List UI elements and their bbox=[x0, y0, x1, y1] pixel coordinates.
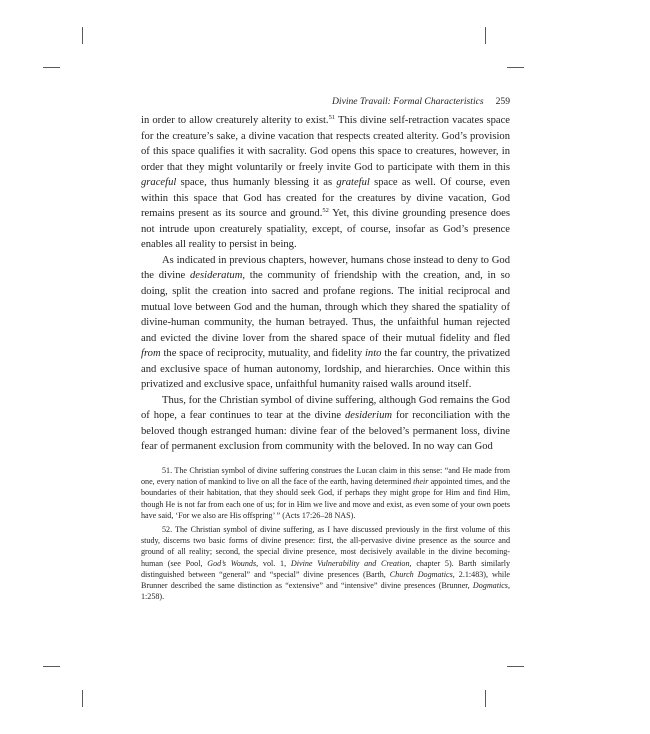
text-run: space, thus humanly blessing it as bbox=[176, 177, 337, 189]
crop-mark-top-left-vertical bbox=[82, 27, 83, 44]
crop-mark-bottom-left-vertical bbox=[82, 690, 83, 707]
crop-mark-bottom-right-vertical bbox=[485, 690, 486, 707]
text-run: Thus, for the Christian symbol of divine suffering, although God remains the God of hope, a fear continues to tear at the divine bbox=[141, 394, 510, 422]
body-text bbox=[141, 113, 510, 455]
footnote-2 bbox=[141, 524, 510, 602]
italic-text: desideratum bbox=[190, 270, 243, 282]
running-title: Divine Travail: Formal Characteristics bbox=[331, 96, 484, 107]
text-run: 52. The Christian symbol of divine suffering, as I have discussed previously in the first volume of this study, discerns two basic forms of divine presence: first, the all-pervasive divine presence as the source and ground of all reality; second, the special divine presence, most decisively available in the divine becoming-human (see Pool, bbox=[141, 525, 510, 568]
text-run: the far country, the privatized and exclusive space of human autonomy, lordship, and hierarchies. Once within this privatized and exclusive space, unfaithful humanity raised walls around itself. bbox=[141, 348, 511, 391]
text-run: the space of reciprocity, mutuality, and fidelity bbox=[160, 348, 365, 360]
italic-text: desiderium bbox=[344, 410, 393, 422]
text-run: , 2.1:483), while Brunner described the same distinction as “extensive” and “intensive” divine presences (Brunner, bbox=[141, 569, 510, 591]
body-paragraph-1 bbox=[141, 113, 510, 253]
crop-mark-top-right-vertical bbox=[485, 27, 486, 44]
page-number: 259 bbox=[495, 96, 510, 107]
footnote-1 bbox=[141, 465, 510, 521]
text-run: As indicated in previous chapters, however, humans chose instead to deny to God the divine bbox=[141, 254, 510, 282]
italic-text: into bbox=[364, 348, 382, 360]
italic-text: God’s Wounds bbox=[207, 558, 257, 568]
text-run: Yet, this divine grounding presence does not intrude upon creaturely spatiality, except, of course, insofar as God’s presence enables all reality to persist in being. bbox=[141, 208, 510, 251]
italic-text: their bbox=[413, 477, 429, 487]
text-run: appointed times, and the boundaries of their habitation, that they should seek God, if perhaps they might grope for Him and find Him, though He is not far from each one of us; for in Him we live and move and exist, as even some of your own poets have said, ‘For we also are His offspring’ ” (Acts 17:26–28 NAS). bbox=[141, 477, 510, 520]
text-run: , 1:258). bbox=[141, 581, 510, 602]
footnote-ref: 51 bbox=[328, 114, 336, 121]
text-run: , the community of friendship with the creation, and, in so doing, split the creation into sacred and profane regions. The initial reciprocal and mutual love between God and the human, through which they shared the spatiality of divine-human community, the human betrayed. Thus, the unfaithful human rejected and evicted the divine lover from the shared space of their mutual fidelity and fled bbox=[141, 270, 510, 344]
italic-text: Divine Vulnerability and Creation bbox=[290, 558, 410, 568]
footnote-ref: 52 bbox=[322, 207, 329, 215]
body-paragraph-2 bbox=[141, 253, 510, 393]
crop-mark-top-right-horizontal bbox=[507, 67, 524, 68]
text-run: 51. The Christian symbol of divine suffering construes the Lucan claim in this sense: “and He made from one, every nation of mankind to live on all the face of the earth, having determined bbox=[141, 466, 510, 487]
text-run: in order to allow creaturely alterity to exist. bbox=[141, 115, 329, 126]
crop-mark-top-left-horizontal bbox=[43, 67, 60, 68]
italic-text: Dogmatics bbox=[472, 581, 508, 591]
crop-mark-bottom-right-horizontal bbox=[507, 666, 524, 667]
crop-mark-bottom-left-horizontal bbox=[43, 666, 60, 667]
text-run: , vol. 1, bbox=[256, 558, 291, 568]
italic-text: graceful bbox=[141, 177, 177, 189]
running-header bbox=[141, 96, 510, 108]
text-run: space as well. Of course, even within this space that God has created for the creatures by divine vacation, God remains present as its source and ground. bbox=[141, 177, 510, 220]
italic-text: from bbox=[141, 348, 161, 360]
italic-text: Church Dogmatics bbox=[389, 569, 453, 579]
text-run: , chapter 5). Barth similarly distinguished between “general” and “special” divine presences (Barth, bbox=[141, 558, 510, 579]
text-run: for reconciliation with the beloved though estranged human: divine fear of the beloved’s permanent loss, divine fear of permanent exclusion from community with the beloved. In no way can God bbox=[141, 410, 510, 453]
text-run: This divine self-retraction vacates space for the creature’s sake, a divine vacation that respects created alterity. God’s provision of this space qualifies it with sacrality. God opens this space to creatures, however, in order that they might voluntarily or freely invite God to participate with them in this bbox=[141, 115, 510, 173]
italic-text: grateful bbox=[336, 177, 370, 189]
body-paragraph-3 bbox=[141, 393, 510, 455]
footnotes bbox=[141, 465, 510, 605]
